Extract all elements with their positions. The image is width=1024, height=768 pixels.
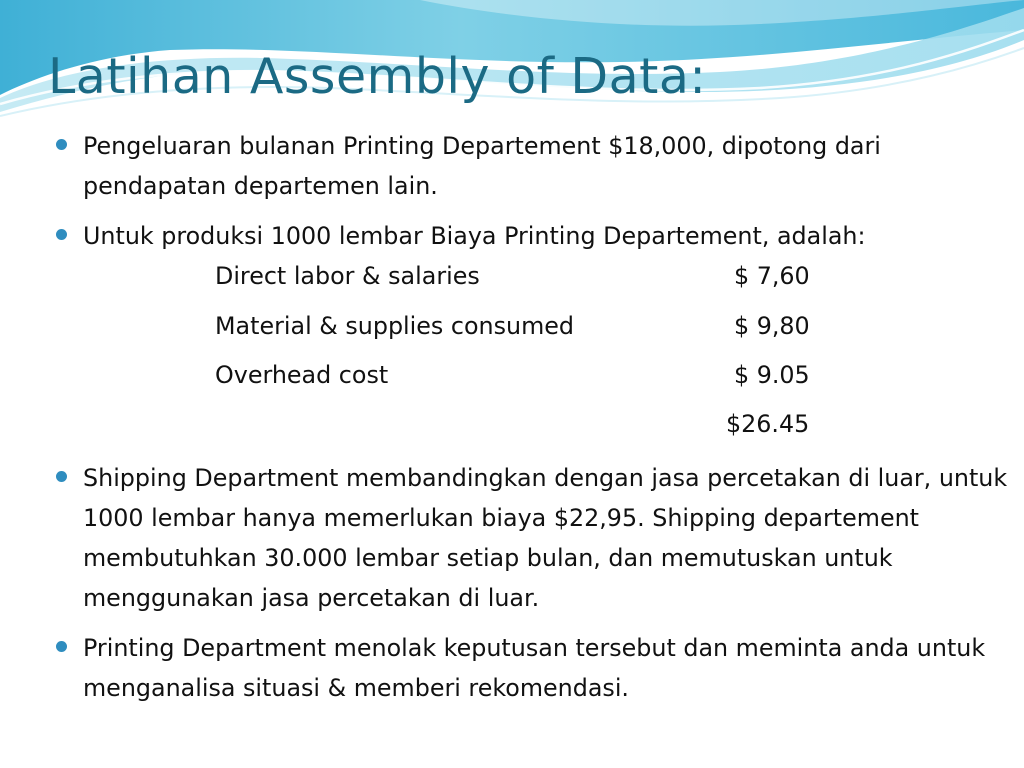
cost-row xyxy=(52,355,952,395)
cost-label: Overhead cost xyxy=(215,361,389,389)
bullet-icon xyxy=(56,471,67,482)
bullet-item xyxy=(52,458,1012,618)
cost-value: $ 7,60 xyxy=(734,262,810,290)
cost-value: $ 9.05 xyxy=(734,361,810,389)
slide-title: Latihan Assembly of Data: xyxy=(48,48,707,105)
cost-value: $ 9,80 xyxy=(734,312,810,340)
cost-table xyxy=(52,256,1012,452)
cost-total-row xyxy=(52,404,952,444)
cost-total: $26.45 xyxy=(726,410,810,438)
bullet-text: Pengeluaran bulanan Printing Departement $18,000, dipotong dari pendapatan departemen lain. xyxy=(83,132,881,200)
bullet-icon xyxy=(56,641,67,652)
slide-content xyxy=(52,126,1012,708)
bullet-text: Untuk produksi 1000 lembar Biaya Printing Departement, adalah: xyxy=(83,222,866,250)
bullet-text: Printing Department menolak keputusan tersebut dan meminta anda untuk menganalisa situasi & memberi rekomendasi. xyxy=(83,634,986,702)
cost-row xyxy=(52,256,952,296)
cost-row xyxy=(52,306,952,346)
bullet-item xyxy=(52,126,1012,206)
bullet-text: Shipping Department membandingkan dengan jasa percetakan di luar, untuk 1000 lembar hanya memerlukan biaya $22,95. Shipping departement membutuhkan 30.000 lembar setiap bulan, dan memutuskan untuk menggunakan jasa percetakan di luar. xyxy=(83,464,1008,612)
bullet-icon xyxy=(56,139,67,150)
bullet-item xyxy=(52,216,1012,256)
cost-label: Direct labor & salaries xyxy=(215,262,480,290)
bullet-item xyxy=(52,628,1012,708)
cost-label: Material & supplies consumed xyxy=(215,312,575,340)
bullet-icon xyxy=(56,229,67,240)
